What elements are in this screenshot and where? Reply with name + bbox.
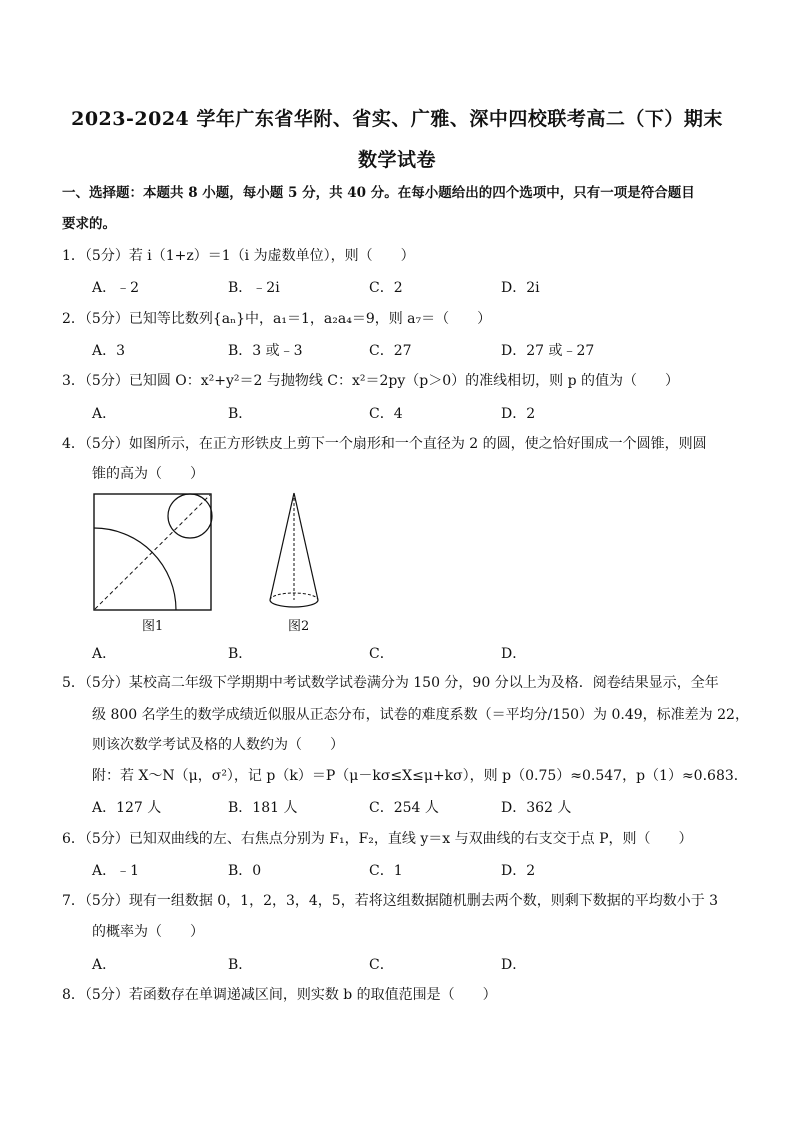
question-3-stem: 3．（5分）已知圆 O：x²+y²＝2 与抛物线 C：x²＝2py（p＞0）的准线相切，则 p 的值为（ ） xyxy=(62,373,680,389)
question-3-option-a: A． xyxy=(92,406,117,422)
question-5-stem-cont-1: 级 800 名学生的数学成绩近似服从正态分布，试卷的难度系数（＝平均分/150）为 0.49，标准差为 22， xyxy=(92,707,749,723)
question-3-option-c: C．4 xyxy=(369,406,403,422)
question-2-options xyxy=(92,340,732,364)
question-6-option-a: A．﹣1 xyxy=(92,863,140,879)
question-5-option-d: D．362 人 xyxy=(501,800,572,816)
question-4-option-d: D． xyxy=(501,646,527,662)
question-1-option-a: A．﹣2 xyxy=(92,280,140,296)
question-1-option-b: B．﹣2i xyxy=(228,280,280,296)
section-heading-line2: 要求的。 xyxy=(62,216,116,232)
question-2-stem: 2．（5分）已知等比数列{aₙ}中，a₁＝1，a₂a₄＝9，则 a₇＝（ ） xyxy=(62,311,492,327)
question-5-stem-cont-2: 则该次数学考试及格的人数约为（ ） xyxy=(92,737,344,753)
question-1-stem: 1．（5分）若 i（1+z）＝1（i 为虚数单位），则（ ） xyxy=(62,248,415,264)
question-6-option-b: B．0 xyxy=(228,863,262,879)
question-8-stem: 8．（5分）若函数存在单调递减区间，则实数 b 的取值范围是（ ） xyxy=(62,987,497,1003)
question-7-option-b: B． xyxy=(228,957,253,973)
question-4-option-b: B． xyxy=(228,646,253,662)
question-2-option-a: A．3 xyxy=(92,343,126,359)
figure-1-caption: 图1 xyxy=(142,619,164,634)
figure-2-cone xyxy=(264,490,324,614)
question-4-option-a: A． xyxy=(92,646,117,662)
question-2-option-d: D．27 或﹣27 xyxy=(501,343,595,359)
question-1-option-d: D．2i xyxy=(501,280,540,296)
question-5-option-a: A．127 人 xyxy=(92,800,162,816)
question-4-option-c: C． xyxy=(369,646,394,662)
question-1-option-c: C．2 xyxy=(369,280,403,296)
question-3-option-b: B． xyxy=(228,406,253,422)
exam-subtitle: 数学试卷 xyxy=(357,149,436,171)
question-2-option-b: B．3 或﹣3 xyxy=(228,343,303,359)
figure-1-square-sector xyxy=(92,492,214,612)
question-4-stem-cont: 锥的高为（ ） xyxy=(92,466,204,482)
question-3-option-d: D．2 xyxy=(501,406,536,422)
question-7-stem: 7．（5分）现有一组数据 0，1，2，3，4，5，若将这组数据随机删去两个数，则剩下数据的平均数小于 3 xyxy=(62,893,719,909)
question-4-options xyxy=(92,643,732,667)
question-7-option-c: C． xyxy=(369,957,394,973)
figure-2-caption: 图2 xyxy=(288,619,310,634)
question-5-options xyxy=(92,797,732,821)
question-6-option-d: D．2 xyxy=(501,863,536,879)
question-5-option-c: C．254 人 xyxy=(369,800,439,816)
question-5-option-b: B．181 人 xyxy=(228,800,298,816)
section-heading-line1: 一、选择题：本题共 8 小题，每小题 5 分，共 40 分。在每小题给出的四个选项中，只有一项是符合题目 xyxy=(62,185,695,201)
question-2-option-c: C．27 xyxy=(369,343,412,359)
question-5-stem: 5．（5分）某校高二年级下学期期中考试数学试卷满分为 150 分，90 分以上为及格．阅卷结果显示，全年 xyxy=(62,675,719,691)
question-7-options xyxy=(92,954,732,978)
exam-title: 2023-2024 学年广东省华附、省实、广雅、深中四校联考高二（下）期末 xyxy=(71,108,723,130)
question-1-options xyxy=(92,277,732,301)
question-5-appendix: 附：若 X～N（μ，σ²），记 p（k）＝P（μ－kσ≤X≤μ+kσ），则 p（0.75）≈0.547，p（1）≈0.683． xyxy=(92,768,748,784)
question-3-options xyxy=(92,403,732,427)
question-6-options xyxy=(92,860,732,884)
question-7-option-a: A． xyxy=(92,957,117,973)
question-7-option-d: D． xyxy=(501,957,527,973)
question-6-stem: 6．（5分）已知双曲线的左、右焦点分别为 F₁，F₂，直线 y＝x 与双曲线的右支交于点 P，则（ ） xyxy=(62,831,693,847)
question-4-stem: 4．（5分）如图所示，在正方形铁皮上剪下一个扇形和一个直径为 2 的圆，使之恰好围成一个圆锥，则圆 xyxy=(62,436,707,452)
question-6-option-c: C．1 xyxy=(369,863,403,879)
question-7-stem-cont: 的概率为（ ） xyxy=(92,924,204,940)
